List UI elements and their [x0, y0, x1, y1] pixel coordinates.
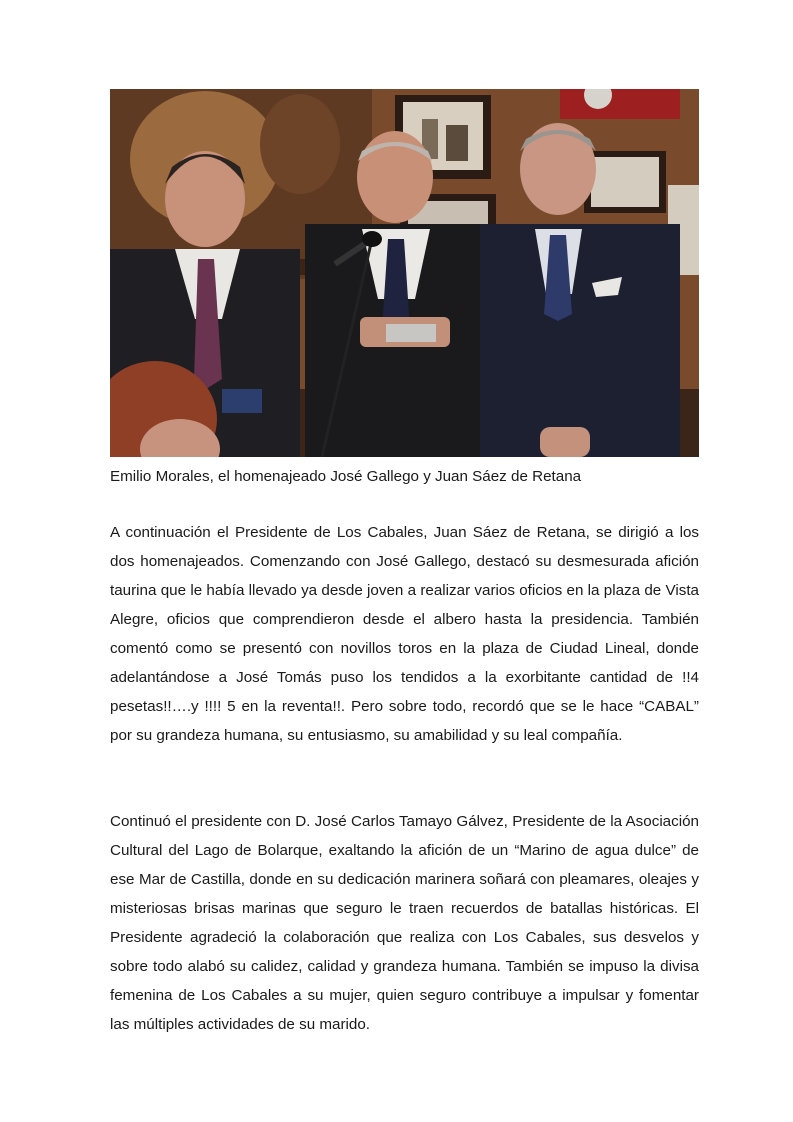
photo-caption: Emilio Morales, el homenajeado José Gallego y Juan Sáez de Retana [110, 468, 582, 485]
body-paragraph: A continuación el Presidente de Los Cabales, Juan Sáez de Retana, se dirigió a los dos homenajeados. Comenzando con José Gallego, destacó su desmesurada afición taurina que le había llevado ya desde joven a realizar varios oficios en la plaza de Vista Alegre, oficios que comprendieron desde el albero hasta la presidencia. También comentó como se presentó con novillos toros en la plaza de Ciudad Lineal, donde adelantándose a José Tomás puso los tendidos a la exorbitante cantidad de !!4 pesetas!!….y !!!! 5 en la reventa!!. Pero sobre todo, recordó que se le hace “CABAL” por su grandeza humana, su entusiasmo, su amabilidad y su leal compañía. [110, 524, 699, 744]
event-photo [110, 89, 699, 457]
body-paragraph: Continuó el presidente con D. José Carlos Tamayo Gálvez, Presidente de la Asociación Cultural del Lago de Bolarque, exaltando la afición de un “Marino de agua dulce” de ese Mar de Castilla, donde en su dedicación marinera soñará con pleamares, oleajes y misteriosas brisas marinas que seguro le traen recuerdos de batallas históricas. El Presidente agradeció la colaboración que realiza con Los Cabales, sus desvelos y sobre todo alabó su calidez, calidad y grandeza humana. También se impuso la divisa femenina de Los Cabales a su mujer, quien seguro contribuye a impulsar y fomentar las múltiples actividades de su marido. [110, 813, 699, 1033]
